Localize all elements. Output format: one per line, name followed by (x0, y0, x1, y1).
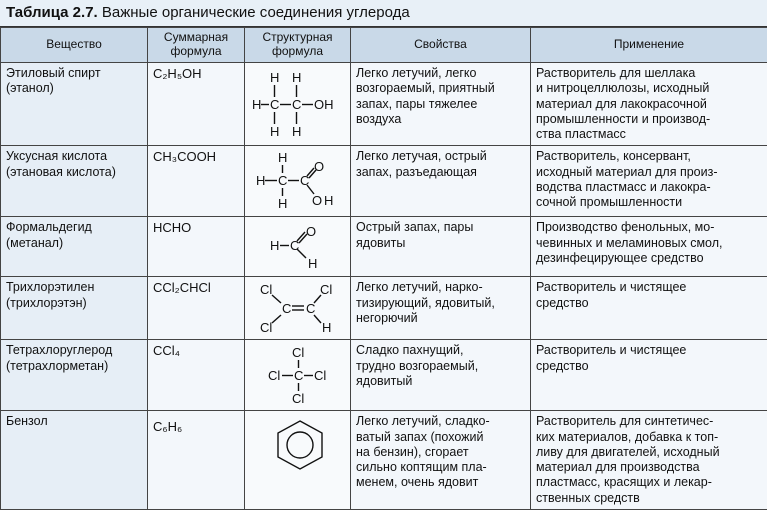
use-text: Производство фенольных, мо- чевинных и меламиновых смол, дезинфецирующее средство (531, 217, 767, 277)
atom-h: H (270, 70, 279, 85)
summary-formula: CCl₄ (148, 340, 245, 411)
atom-h: H (278, 196, 287, 211)
use-text: Растворитель, консервант, исходный материал для произ- водства пластмасс и лакокра- сочной промышленности (531, 146, 767, 217)
compounds-table (0, 27, 767, 510)
substance-name: Уксусная кислота (этановая кислота) (1, 146, 148, 217)
formaldehyde-structure (250, 220, 350, 272)
atom-h: H (270, 238, 279, 253)
atom-c: C (292, 97, 301, 112)
table-row (1, 277, 767, 340)
use-text: Растворитель для шеллака и нитроцеллюлозы, исходный материал для лакокрасочной промышленности и производ- ства пластмасс (531, 63, 767, 146)
atom-cl: Cl (292, 345, 304, 360)
properties-text: Легко летучая, острый запах, разъедающая (351, 146, 531, 217)
structural-formula-acetic-acid (245, 146, 351, 217)
header-row (1, 28, 767, 63)
properties-text: Легко летучий, нарко- тизирующий, ядовитый, негорючий (351, 277, 531, 340)
substance-name: Этиловый спирт (этанол) (1, 63, 148, 146)
table-caption (0, 0, 767, 27)
table-title: Важные органические соединения углерода (102, 4, 410, 21)
atom-c: C (282, 301, 291, 316)
substance-name: Трихлорэтилен (трихлорэтэн) (1, 277, 148, 340)
atom-h: H (256, 173, 265, 188)
use-text: Растворитель и чистящее средство (531, 277, 767, 340)
table-row (1, 411, 767, 510)
atom-c: C (290, 238, 299, 253)
substance-name: Бензол (1, 411, 148, 510)
trichloroethylene-structure (250, 280, 350, 336)
summary-formula: CCl₂CHCl (148, 277, 245, 340)
table-row (1, 63, 767, 146)
use-text: Растворитель и чистящее средство (531, 340, 767, 411)
table-number: Таблица 2.7. (6, 4, 98, 21)
header-structure: Структурная формула (245, 28, 351, 63)
table-row (1, 340, 767, 411)
substance-name: Тетрахлоруглерод (тетрахлорметан) (1, 340, 148, 411)
atom-h: H (278, 150, 287, 165)
atom-c: C (306, 301, 315, 316)
atom-h: H (270, 124, 279, 139)
summary-formula: CH₃COOH (148, 146, 245, 217)
atom-h: H (292, 70, 301, 85)
atom-h: H (252, 97, 261, 112)
use-text: Растворитель для синтетичес- ких материалов, добавка к топ- ливу для двигателей, исходный материал для производства пластмасс, красящих и лекар- ственных средств (531, 411, 767, 510)
structural-formula-benzene (245, 411, 351, 510)
structural-formula-ccl4 (245, 340, 351, 411)
table-row (1, 146, 767, 217)
properties-text: Сладко пахнущий, трудно возгораемый, ядовитый (351, 340, 531, 411)
properties-text: Легко летучий, сладко- ватый запах (похожий на бензин), сгорает сильно коптящим пла- менем, очень ядовит (351, 411, 531, 510)
summary-formula: HCHO (148, 217, 245, 277)
summary-formula: C₆H₆ (148, 411, 245, 510)
structural-formula-ethanol (245, 63, 351, 146)
atom-h: H (322, 320, 331, 335)
atom-c: C (300, 173, 309, 188)
atom-c: C (278, 173, 287, 188)
atom-cl: Cl (260, 282, 272, 297)
atom-o: O (312, 193, 322, 208)
atom-cl: Cl (268, 368, 280, 383)
atom-o: O (314, 159, 324, 174)
header-substance: Вещество (1, 28, 148, 63)
ccl4-structure (250, 343, 350, 407)
ethanol-structure (250, 66, 350, 142)
acetic-acid-structure (250, 149, 350, 213)
atom-cl: Cl (314, 368, 326, 383)
structural-formula-formaldehyde (245, 217, 351, 277)
atom-cl: Cl (292, 391, 304, 406)
properties-text: Легко летучий, легко возгораемый, приятный запах, пары тяжелее воздуха (351, 63, 531, 146)
benzene-ring-icon (250, 417, 350, 473)
table-row (1, 217, 767, 277)
atom-c: C (270, 97, 279, 112)
atom-o: O (306, 224, 316, 239)
atom-cl: Cl (320, 282, 332, 297)
atom-cl: Cl (260, 320, 272, 335)
header-properties: Свойства (351, 28, 531, 63)
properties-text: Острый запах, пары ядовиты (351, 217, 531, 277)
atom-c: C (294, 368, 303, 383)
atom-h: H (292, 124, 301, 139)
atom-h: H (324, 193, 333, 208)
header-formula: Суммарная формула (148, 28, 245, 63)
summary-formula: C₂H₅OH (148, 63, 245, 146)
header-use: Применение (531, 28, 767, 63)
structural-formula-trichloroethylene (245, 277, 351, 340)
substance-name: Формальдегид (метанал) (1, 217, 148, 277)
atom-oh: OH (314, 97, 334, 112)
atom-h: H (308, 256, 317, 271)
